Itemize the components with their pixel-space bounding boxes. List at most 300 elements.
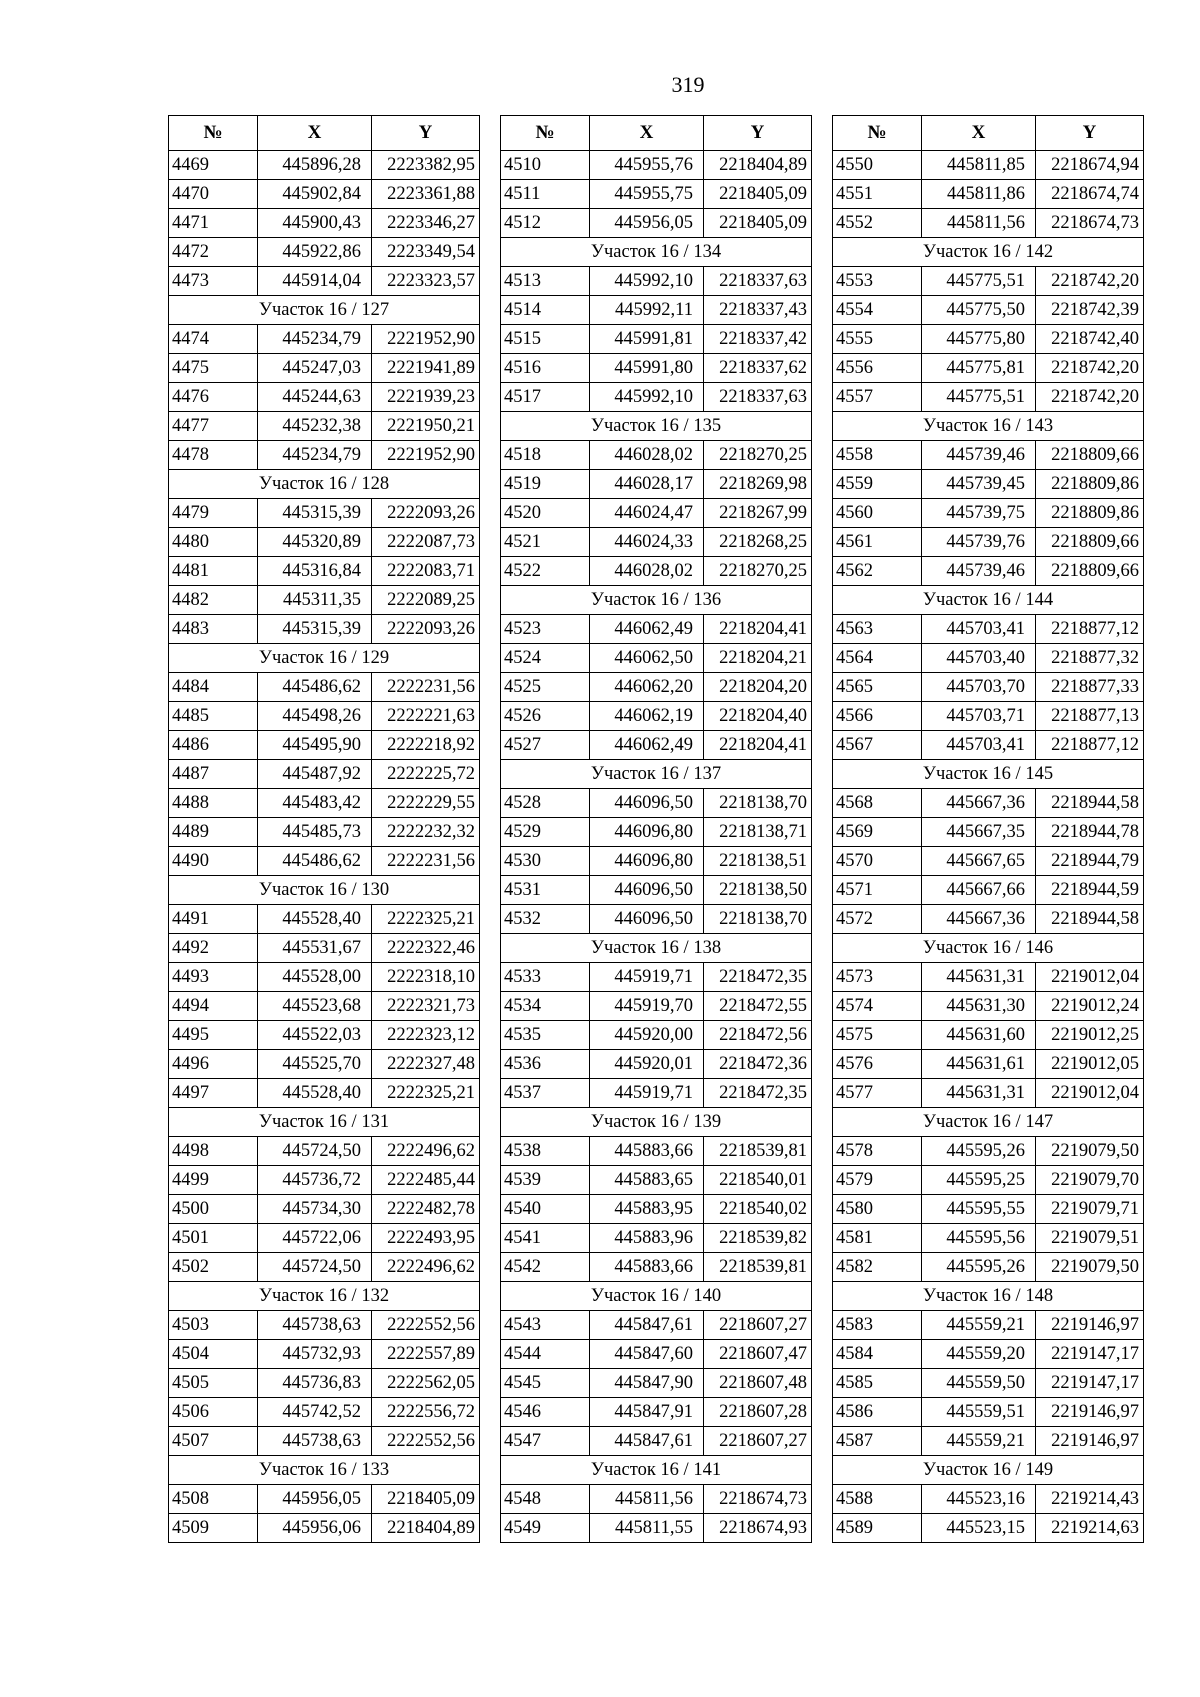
- table-row: [833, 1253, 1144, 1282]
- x-coordinate: 445631,60: [922, 1021, 1036, 1050]
- table-row: [501, 1195, 812, 1224]
- x-coordinate: 445631,31: [922, 963, 1036, 992]
- point-number: 4486: [169, 731, 258, 760]
- table-row: [169, 586, 480, 615]
- y-coordinate: 2218204,21: [704, 644, 812, 673]
- x-coordinate: 445739,75: [922, 499, 1036, 528]
- x-coordinate: 446062,19: [590, 702, 704, 731]
- table-row: [501, 1021, 812, 1050]
- point-number: 4563: [833, 615, 922, 644]
- y-coordinate: 2218674,94: [1036, 151, 1144, 180]
- point-number: 4574: [833, 992, 922, 1021]
- x-coordinate: 445883,96: [590, 1224, 704, 1253]
- section-title: Участок 16 / 134: [501, 238, 812, 267]
- section-title: Участок 16 / 132: [169, 1282, 480, 1311]
- point-number: 4544: [501, 1340, 590, 1369]
- table-row: [501, 789, 812, 818]
- table-row: [501, 180, 812, 209]
- table-row: [501, 296, 812, 325]
- table-row: [833, 818, 1144, 847]
- y-coordinate: 2219146,97: [1036, 1311, 1144, 1340]
- point-number: 4559: [833, 470, 922, 499]
- point-number: 4551: [833, 180, 922, 209]
- x-coordinate: 445528,00: [258, 963, 372, 992]
- y-coordinate: 2218472,35: [704, 963, 812, 992]
- point-number: 4482: [169, 586, 258, 615]
- header-number: №: [501, 116, 590, 151]
- x-coordinate: 446062,49: [590, 731, 704, 760]
- x-coordinate: 445703,41: [922, 731, 1036, 760]
- section-title: Участок 16 / 145: [833, 760, 1144, 789]
- table-row: [169, 354, 480, 383]
- y-coordinate: 2218944,78: [1036, 818, 1144, 847]
- point-number: 4567: [833, 731, 922, 760]
- point-number: 4537: [501, 1079, 590, 1108]
- table-row: [501, 470, 812, 499]
- y-coordinate: 2218267,99: [704, 499, 812, 528]
- table-row: [169, 1137, 480, 1166]
- table-row: [833, 789, 1144, 818]
- x-coordinate: 445991,81: [590, 325, 704, 354]
- y-coordinate: 2218138,50: [704, 876, 812, 905]
- table-row: [833, 615, 1144, 644]
- x-coordinate: 445595,25: [922, 1166, 1036, 1195]
- point-number: 4543: [501, 1311, 590, 1340]
- x-coordinate: 445722,06: [258, 1224, 372, 1253]
- y-coordinate: 2219146,97: [1036, 1398, 1144, 1427]
- y-coordinate: 2219012,25: [1036, 1021, 1144, 1050]
- x-coordinate: 445631,61: [922, 1050, 1036, 1079]
- point-number: 4502: [169, 1253, 258, 1282]
- point-number: 4566: [833, 702, 922, 731]
- header-number: №: [833, 116, 922, 151]
- y-coordinate: 2223323,57: [372, 267, 480, 296]
- table-row: [169, 1311, 480, 1340]
- point-number: 4533: [501, 963, 590, 992]
- point-number: 4505: [169, 1369, 258, 1398]
- table-row: [169, 1485, 480, 1514]
- y-coordinate: 2221952,90: [372, 325, 480, 354]
- y-coordinate: 2218944,59: [1036, 876, 1144, 905]
- y-coordinate: 2218138,51: [704, 847, 812, 876]
- table-row: [833, 1195, 1144, 1224]
- x-coordinate: 445531,67: [258, 934, 372, 963]
- x-coordinate: 445736,83: [258, 1369, 372, 1398]
- table-row: [501, 1427, 812, 1456]
- y-coordinate: 2218539,81: [704, 1253, 812, 1282]
- header-x: X: [922, 116, 1036, 151]
- y-coordinate: 2218742,20: [1036, 354, 1144, 383]
- section-title: Участок 16 / 146: [833, 934, 1144, 963]
- table-row: [169, 963, 480, 992]
- y-coordinate: 2219079,51: [1036, 1224, 1144, 1253]
- y-coordinate: 2218138,70: [704, 789, 812, 818]
- table-row: [169, 238, 480, 267]
- y-coordinate: 2218138,70: [704, 905, 812, 934]
- section-row: [501, 760, 812, 789]
- point-number: 4548: [501, 1485, 590, 1514]
- y-coordinate: 2218944,58: [1036, 905, 1144, 934]
- x-coordinate: 445847,91: [590, 1398, 704, 1427]
- y-coordinate: 2218674,93: [704, 1514, 812, 1543]
- point-number: 4573: [833, 963, 922, 992]
- point-number: 4524: [501, 644, 590, 673]
- section-title: Участок 16 / 136: [501, 586, 812, 615]
- x-coordinate: 445955,75: [590, 180, 704, 209]
- section-row: [501, 586, 812, 615]
- table-row: [169, 209, 480, 238]
- point-number: 4489: [169, 818, 258, 847]
- x-coordinate: 445775,51: [922, 383, 1036, 412]
- section-row: [169, 1456, 480, 1485]
- x-coordinate: 445595,56: [922, 1224, 1036, 1253]
- point-number: 4501: [169, 1224, 258, 1253]
- point-number: 4509: [169, 1514, 258, 1543]
- point-number: 4527: [501, 731, 590, 760]
- table-row: [169, 615, 480, 644]
- y-coordinate: 2218674,73: [1036, 209, 1144, 238]
- y-coordinate: 2218809,66: [1036, 557, 1144, 586]
- point-number: 4521: [501, 528, 590, 557]
- table-row: [501, 847, 812, 876]
- point-number: 4477: [169, 412, 258, 441]
- point-number: 4588: [833, 1485, 922, 1514]
- point-number: 4481: [169, 557, 258, 586]
- point-number: 4494: [169, 992, 258, 1021]
- point-number: 4513: [501, 267, 590, 296]
- table-row: [501, 876, 812, 905]
- header-y: Y: [1036, 116, 1144, 151]
- x-coordinate: 445234,79: [258, 325, 372, 354]
- y-coordinate: 2218337,63: [704, 267, 812, 296]
- y-coordinate: 2221952,90: [372, 441, 480, 470]
- section-title: Участок 16 / 133: [169, 1456, 480, 1485]
- x-coordinate: 445483,42: [258, 789, 372, 818]
- table-row: [501, 1079, 812, 1108]
- table-row: [833, 296, 1144, 325]
- table-row: [833, 905, 1144, 934]
- x-coordinate: 445724,50: [258, 1253, 372, 1282]
- y-coordinate: 2218405,09: [704, 209, 812, 238]
- y-coordinate: 2222221,63: [372, 702, 480, 731]
- y-coordinate: 2219147,17: [1036, 1369, 1144, 1398]
- y-coordinate: 2222229,55: [372, 789, 480, 818]
- section-row: [833, 238, 1144, 267]
- point-number: 4580: [833, 1195, 922, 1224]
- table-row: [833, 209, 1144, 238]
- x-coordinate: 445247,03: [258, 354, 372, 383]
- y-coordinate: 2223346,27: [372, 209, 480, 238]
- table-body: [501, 151, 812, 1543]
- table-row: [833, 1311, 1144, 1340]
- y-coordinate: 2218809,86: [1036, 470, 1144, 499]
- y-coordinate: 2218944,79: [1036, 847, 1144, 876]
- table-row: [169, 557, 480, 586]
- x-coordinate: 445847,90: [590, 1369, 704, 1398]
- y-coordinate: 2219146,97: [1036, 1427, 1144, 1456]
- y-coordinate: 2222493,95: [372, 1224, 480, 1253]
- point-number: 4539: [501, 1166, 590, 1195]
- table-body: [833, 151, 1144, 1543]
- table-header-row: [501, 116, 812, 151]
- section-title: Участок 16 / 141: [501, 1456, 812, 1485]
- x-coordinate: 445528,40: [258, 1079, 372, 1108]
- y-coordinate: 2222556,72: [372, 1398, 480, 1427]
- table-row: [169, 1253, 480, 1282]
- x-coordinate: 445956,05: [590, 209, 704, 238]
- y-coordinate: 2218607,28: [704, 1398, 812, 1427]
- point-number: 4504: [169, 1340, 258, 1369]
- y-coordinate: 2222323,12: [372, 1021, 480, 1050]
- x-coordinate: 445883,95: [590, 1195, 704, 1224]
- section-title: Участок 16 / 140: [501, 1282, 812, 1311]
- x-coordinate: 445485,73: [258, 818, 372, 847]
- section-row: [169, 296, 480, 325]
- y-coordinate: 2218607,27: [704, 1311, 812, 1340]
- x-coordinate: 445739,45: [922, 470, 1036, 499]
- y-coordinate: 2218674,74: [1036, 180, 1144, 209]
- y-coordinate: 2218877,12: [1036, 731, 1144, 760]
- x-coordinate: 445734,30: [258, 1195, 372, 1224]
- y-coordinate: 2219079,50: [1036, 1253, 1144, 1282]
- x-coordinate: 445900,43: [258, 209, 372, 238]
- x-coordinate: 445234,79: [258, 441, 372, 470]
- point-number: 4514: [501, 296, 590, 325]
- point-number: 4555: [833, 325, 922, 354]
- y-coordinate: 2218607,48: [704, 1369, 812, 1398]
- table-row: [169, 1514, 480, 1543]
- y-coordinate: 2219214,43: [1036, 1485, 1144, 1514]
- section-row: [169, 1108, 480, 1137]
- point-number: 4582: [833, 1253, 922, 1282]
- y-coordinate: 2219079,71: [1036, 1195, 1144, 1224]
- x-coordinate: 445902,84: [258, 180, 372, 209]
- y-coordinate: 2218472,36: [704, 1050, 812, 1079]
- table-row: [501, 267, 812, 296]
- y-coordinate: 2218877,32: [1036, 644, 1144, 673]
- table-row: [501, 354, 812, 383]
- x-coordinate: 445738,63: [258, 1427, 372, 1456]
- point-number: 4512: [501, 209, 590, 238]
- table-row: [833, 557, 1144, 586]
- x-coordinate: 446028,02: [590, 557, 704, 586]
- x-coordinate: 445595,26: [922, 1137, 1036, 1166]
- table-row: [501, 1253, 812, 1282]
- point-number: 4479: [169, 499, 258, 528]
- table-row: [833, 267, 1144, 296]
- y-coordinate: 2218742,20: [1036, 267, 1144, 296]
- x-coordinate: 445595,55: [922, 1195, 1036, 1224]
- coordinates-table-1: [168, 115, 480, 1543]
- coordinates-table-3: [832, 115, 1144, 1543]
- table-row: [169, 499, 480, 528]
- x-coordinate: 445724,50: [258, 1137, 372, 1166]
- x-coordinate: 445523,15: [922, 1514, 1036, 1543]
- x-coordinate: 445811,55: [590, 1514, 704, 1543]
- y-coordinate: 2221950,21: [372, 412, 480, 441]
- point-number: 4587: [833, 1427, 922, 1456]
- x-coordinate: 445920,01: [590, 1050, 704, 1079]
- table-row: [501, 702, 812, 731]
- section-title: Участок 16 / 142: [833, 238, 1144, 267]
- y-coordinate: 2218405,09: [704, 180, 812, 209]
- table-row: [169, 1340, 480, 1369]
- point-number: 4520: [501, 499, 590, 528]
- point-number: 4531: [501, 876, 590, 905]
- table-row: [501, 151, 812, 180]
- x-coordinate: 445919,71: [590, 1079, 704, 1108]
- point-number: 4507: [169, 1427, 258, 1456]
- section-row: [833, 412, 1144, 441]
- x-coordinate: 445523,68: [258, 992, 372, 1021]
- point-number: 4577: [833, 1079, 922, 1108]
- section-row: [833, 1108, 1144, 1137]
- table-row: [169, 325, 480, 354]
- x-coordinate: 445775,51: [922, 267, 1036, 296]
- x-coordinate: 445883,66: [590, 1137, 704, 1166]
- y-coordinate: 2218270,25: [704, 557, 812, 586]
- point-number: 4542: [501, 1253, 590, 1282]
- point-number: 4480: [169, 528, 258, 557]
- table-row: [501, 1398, 812, 1427]
- table-row: [169, 1427, 480, 1456]
- table-row: [169, 760, 480, 789]
- x-coordinate: 445486,62: [258, 673, 372, 702]
- y-coordinate: 2218540,01: [704, 1166, 812, 1195]
- x-coordinate: 445703,40: [922, 644, 1036, 673]
- point-number: 4560: [833, 499, 922, 528]
- table-row: [501, 528, 812, 557]
- table-row: [833, 441, 1144, 470]
- x-coordinate: 445311,35: [258, 586, 372, 615]
- point-number: 4584: [833, 1340, 922, 1369]
- header-number: №: [169, 116, 258, 151]
- x-coordinate: 445914,04: [258, 267, 372, 296]
- table-row: [833, 1137, 1144, 1166]
- point-number: 4532: [501, 905, 590, 934]
- point-number: 4517: [501, 383, 590, 412]
- point-number: 4535: [501, 1021, 590, 1050]
- y-coordinate: 2223382,95: [372, 151, 480, 180]
- point-number: 4570: [833, 847, 922, 876]
- y-coordinate: 2222552,56: [372, 1311, 480, 1340]
- section-row: [501, 1282, 812, 1311]
- section-row: [501, 238, 812, 267]
- section-row: [833, 586, 1144, 615]
- x-coordinate: 445667,66: [922, 876, 1036, 905]
- y-coordinate: 2219147,17: [1036, 1340, 1144, 1369]
- point-number: 4490: [169, 847, 258, 876]
- table-row: [169, 934, 480, 963]
- x-coordinate: 446062,49: [590, 615, 704, 644]
- x-coordinate: 446024,33: [590, 528, 704, 557]
- table-header-row: [833, 116, 1144, 151]
- table-row: [833, 1398, 1144, 1427]
- y-coordinate: 2218540,02: [704, 1195, 812, 1224]
- point-number: 4576: [833, 1050, 922, 1079]
- table-row: [169, 1166, 480, 1195]
- y-coordinate: 2222231,56: [372, 847, 480, 876]
- table-row: [501, 1485, 812, 1514]
- point-number: 4472: [169, 238, 258, 267]
- point-number: 4575: [833, 1021, 922, 1050]
- section-title: Участок 16 / 139: [501, 1108, 812, 1137]
- table-row: [501, 992, 812, 1021]
- y-coordinate: 2218337,43: [704, 296, 812, 325]
- point-number: 4499: [169, 1166, 258, 1195]
- table-row: [501, 383, 812, 412]
- table-row: [169, 673, 480, 702]
- x-coordinate: 445667,36: [922, 789, 1036, 818]
- table-row: [169, 905, 480, 934]
- y-coordinate: 2222231,56: [372, 673, 480, 702]
- table-row: [501, 673, 812, 702]
- point-number: 4552: [833, 209, 922, 238]
- x-coordinate: 445847,61: [590, 1427, 704, 1456]
- x-coordinate: 445559,20: [922, 1340, 1036, 1369]
- y-coordinate: 2219214,63: [1036, 1514, 1144, 1543]
- table-row: [169, 992, 480, 1021]
- x-coordinate: 445559,21: [922, 1427, 1036, 1456]
- table-row: [501, 1340, 812, 1369]
- point-number: 4485: [169, 702, 258, 731]
- point-number: 4541: [501, 1224, 590, 1253]
- x-coordinate: 445847,61: [590, 1311, 704, 1340]
- point-number: 4518: [501, 441, 590, 470]
- point-number: 4569: [833, 818, 922, 847]
- y-coordinate: 2218809,66: [1036, 441, 1144, 470]
- x-coordinate: 445486,62: [258, 847, 372, 876]
- header-y: Y: [372, 116, 480, 151]
- section-title: Участок 16 / 138: [501, 934, 812, 963]
- section-title: Участок 16 / 137: [501, 760, 812, 789]
- x-coordinate: 445523,16: [922, 1485, 1036, 1514]
- table-row: [169, 1079, 480, 1108]
- table-header-row: [169, 116, 480, 151]
- table-row: [169, 847, 480, 876]
- x-coordinate: 446028,17: [590, 470, 704, 499]
- x-coordinate: 445703,41: [922, 615, 1036, 644]
- y-coordinate: 2221939,23: [372, 383, 480, 412]
- point-number: 4564: [833, 644, 922, 673]
- point-number: 4516: [501, 354, 590, 383]
- y-coordinate: 2222496,62: [372, 1253, 480, 1282]
- x-coordinate: 445956,05: [258, 1485, 372, 1514]
- x-coordinate: 445739,46: [922, 557, 1036, 586]
- section-title: Участок 16 / 149: [833, 1456, 1144, 1485]
- y-coordinate: 2218944,58: [1036, 789, 1144, 818]
- x-coordinate: 445955,76: [590, 151, 704, 180]
- table-row: [833, 963, 1144, 992]
- table-row: [833, 180, 1144, 209]
- point-number: 4549: [501, 1514, 590, 1543]
- x-coordinate: 445559,51: [922, 1398, 1036, 1427]
- table-row: [833, 847, 1144, 876]
- point-number: 4508: [169, 1485, 258, 1514]
- point-number: 4495: [169, 1021, 258, 1050]
- table-row: [169, 731, 480, 760]
- table-row: [501, 905, 812, 934]
- point-number: 4510: [501, 151, 590, 180]
- point-number: 4498: [169, 1137, 258, 1166]
- point-number: 4484: [169, 673, 258, 702]
- point-number: 4557: [833, 383, 922, 412]
- point-number: 4583: [833, 1311, 922, 1340]
- table-row: [169, 789, 480, 818]
- section-title: Участок 16 / 148: [833, 1282, 1144, 1311]
- point-number: 4572: [833, 905, 922, 934]
- table-row: [833, 673, 1144, 702]
